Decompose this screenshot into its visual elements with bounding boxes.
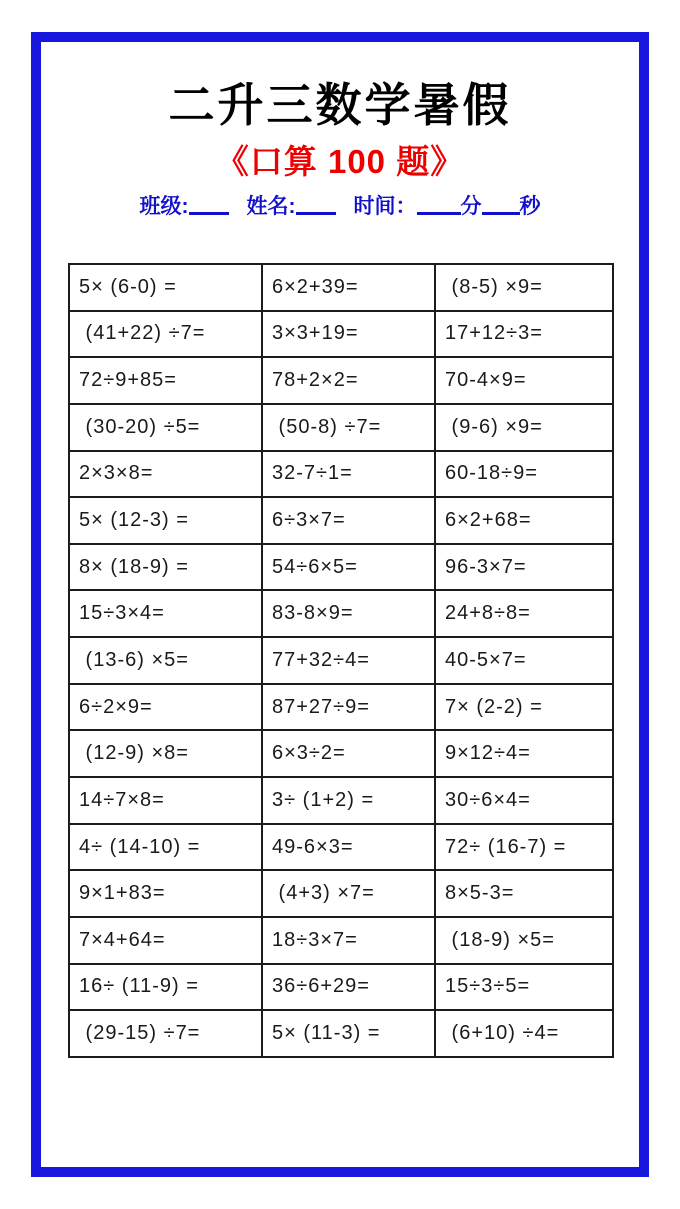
table-row [69,964,613,1011]
problem-cell: 32-7÷1= [262,451,435,498]
problem-cell: (9-6) ×9= [435,404,613,451]
problem-cell: 5× (11-3) = [262,1010,435,1057]
class-label: 班级: [139,195,189,219]
name-label: 姓名: [246,195,296,219]
problem-cell: 83-8×9= [262,590,435,637]
problem-cell: 6÷3×7= [262,497,435,544]
problem-cell: 6×2+68= [435,497,613,544]
problem-cell: 72÷ (16-7) = [435,824,613,871]
problem-cell: (8-5) ×9= [435,264,613,311]
problem-cell: 36÷6+29= [262,964,435,1011]
table-row [69,544,613,591]
problem-cell: (18-9) ×5= [435,917,613,964]
problem-cell: 4÷ (14-10) = [69,824,262,871]
problem-cell: 2×3×8= [69,451,262,498]
problem-cell: (4+3) ×7= [262,870,435,917]
minutes-blank-field [417,196,461,215]
problem-cell: 9×12÷4= [435,730,613,777]
problem-cell: 78+2×2= [262,357,435,404]
problem-cell: 7× (2-2) = [435,684,613,731]
seconds-blank-field [482,196,520,215]
problem-cell: 18÷3×7= [262,917,435,964]
page-subtitle: 《口算 100 题》 [215,143,465,181]
table-row [69,824,613,871]
problem-cell: (50-8) ÷7= [262,404,435,451]
problem-cell: 70-4×9= [435,357,613,404]
table-row [69,497,613,544]
problem-cell: 54÷6×5= [262,544,435,591]
problem-cell: 96-3×7= [435,544,613,591]
problem-cell: 6÷2×9= [69,684,262,731]
problem-cell: 8×5-3= [435,870,613,917]
problem-cell: 77+32÷4= [262,637,435,684]
problem-cell: 30÷6×4= [435,777,613,824]
problem-cell: (13-6) ×5= [69,637,262,684]
table-row [69,684,613,731]
problem-cell: 9×1+83= [69,870,262,917]
table-row [69,730,613,777]
problem-cell: 14÷7×8= [69,777,262,824]
problem-cell: 7×4+64= [69,917,262,964]
page-title: 二升三数学暑假 [168,79,512,131]
problem-cell: 15÷3×4= [69,590,262,637]
problem-cell: 24+8÷8= [435,590,613,637]
table-row [69,357,613,404]
problem-cell: 3÷ (1+2) = [262,777,435,824]
problem-cell: 72÷9+85= [69,357,262,404]
worksheet-blue-frame [31,32,649,1177]
problem-cell: 40-5×7= [435,637,613,684]
table-row [69,870,613,917]
problem-cell: 87+27÷9= [262,684,435,731]
problem-cell: 6×3÷2= [262,730,435,777]
problem-cell: 6×2+39= [262,264,435,311]
problem-cell: (12-9) ×8= [69,730,262,777]
problem-cell: 8× (18-9) = [69,544,262,591]
problem-cell: (41+22) ÷7= [69,311,262,358]
problem-cell: 3×3+19= [262,311,435,358]
table-row [69,404,613,451]
problem-cell: 15÷3÷5= [435,964,613,1011]
table-row [69,264,613,311]
problem-cell: 17+12÷3= [435,311,613,358]
minute-unit-label: 分 [460,195,482,219]
problem-cell: 16÷ (11-9) = [69,964,262,1011]
problem-cell: (6+10) ÷4= [435,1010,613,1057]
table-row [69,637,613,684]
second-unit-label: 秒 [519,195,541,219]
table-row [69,590,613,637]
problem-cell: 5× (6-0) = [69,264,262,311]
class-blank-field [189,196,229,215]
table-row [69,777,613,824]
name-blank-field [296,196,336,215]
problem-cell: 5× (12-3) = [69,497,262,544]
problem-cell: (29-15) ÷7= [69,1010,262,1057]
problem-cell: (30-20) ÷5= [69,404,262,451]
table-row [69,451,613,498]
problem-cell: 60-18÷9= [435,451,613,498]
table-row [69,311,613,358]
table-row [69,1010,613,1057]
table-row [69,917,613,964]
time-label: 时间： [353,195,417,219]
problem-cell: 49-6×3= [262,824,435,871]
problems-table [68,263,614,1058]
student-info-line [41,192,639,221]
